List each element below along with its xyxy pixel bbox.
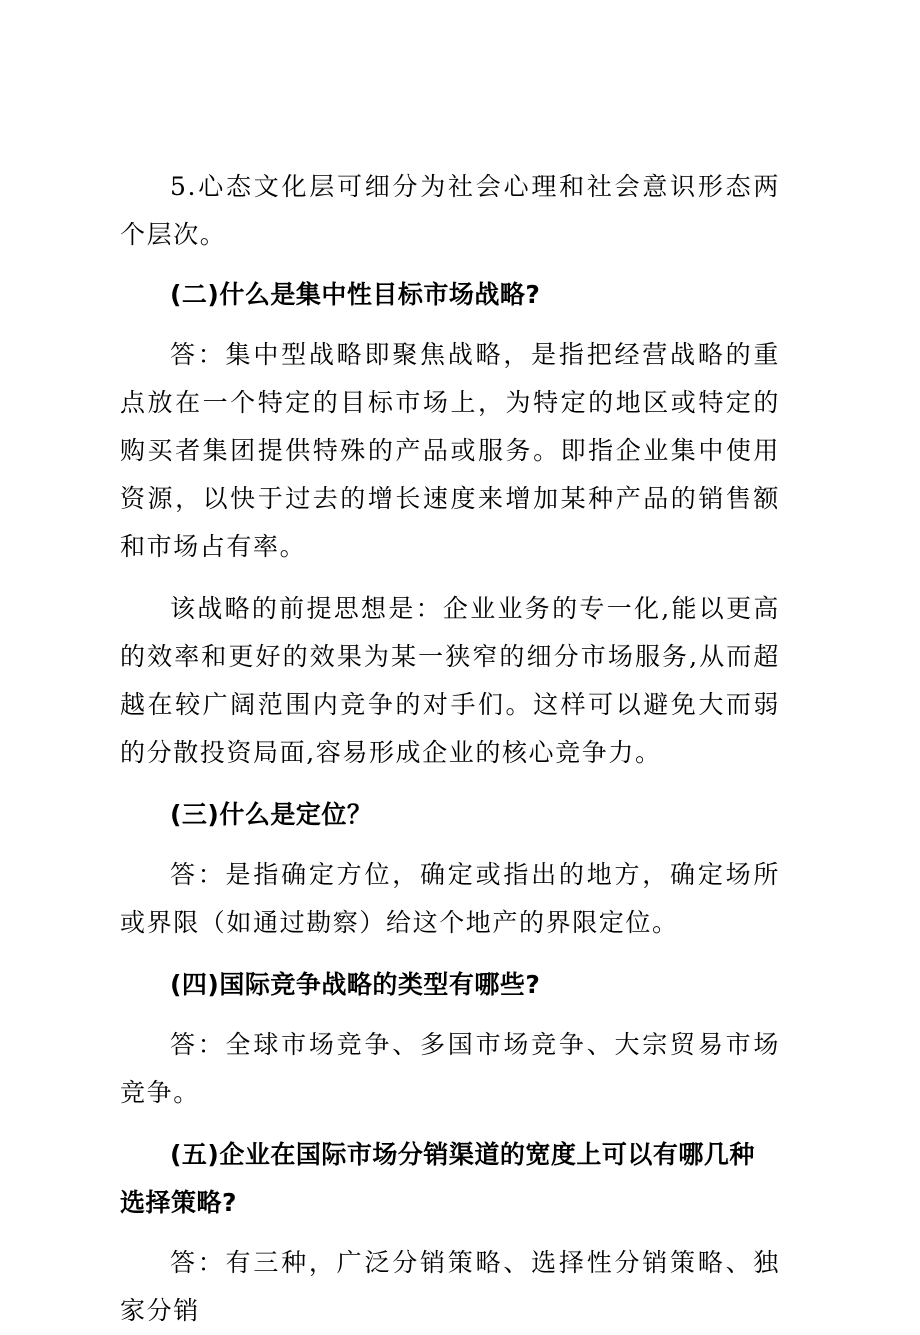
question-2-answer: 答：集中型战略即聚焦战略，是指把经营战略的重点放在一个特定的目标市场上，为特定的地区或特定的购买者集团提供特殊的产品或服务。即指企业集中使用资源，以快于过去的增长速度来增加某种产品的销售额和市场占有率。 (120, 340, 780, 561)
question-5-answer: 答：有三种，广泛分销策略、选择性分销策略、独家分销 (120, 1248, 780, 1325)
question-2-answer-continued: 该战略的前提思想是：企业业务的专一化,能以更高的效率和更好的效果为某一狭窄的细分市场服务,从而超越在较广阔范围内竞争的对手们。这样可以避免大而弱的分散投资局面,容易形成企业的核心竞争力。 (120, 594, 780, 767)
question-3-heading: (三)什么是定位？ (170, 800, 373, 829)
question-3-answer: 答：是指确定方位，确定或指出的地方，确定场所或界限（如通过勘察）给这个地产的界限定位。 (120, 860, 780, 937)
question-5-heading: (五)企业在国际市场分销渠道的宽度上可以有哪几种选择策略? (120, 1140, 755, 1217)
item-5-paragraph: 5.心态文化层可细分为社会心理和社会意识形态两个层次。 (120, 172, 780, 249)
document-page (120, 163, 780, 1335)
question-4-answer: 答：全球市场竞争、多国市场竞争、大宗贸易市场竞争。 (120, 1030, 780, 1107)
question-2-heading: (二)什么是集中性目标市场战略? (170, 280, 541, 309)
question-4-heading: (四)国际竞争战略的类型有哪些? (170, 970, 541, 999)
